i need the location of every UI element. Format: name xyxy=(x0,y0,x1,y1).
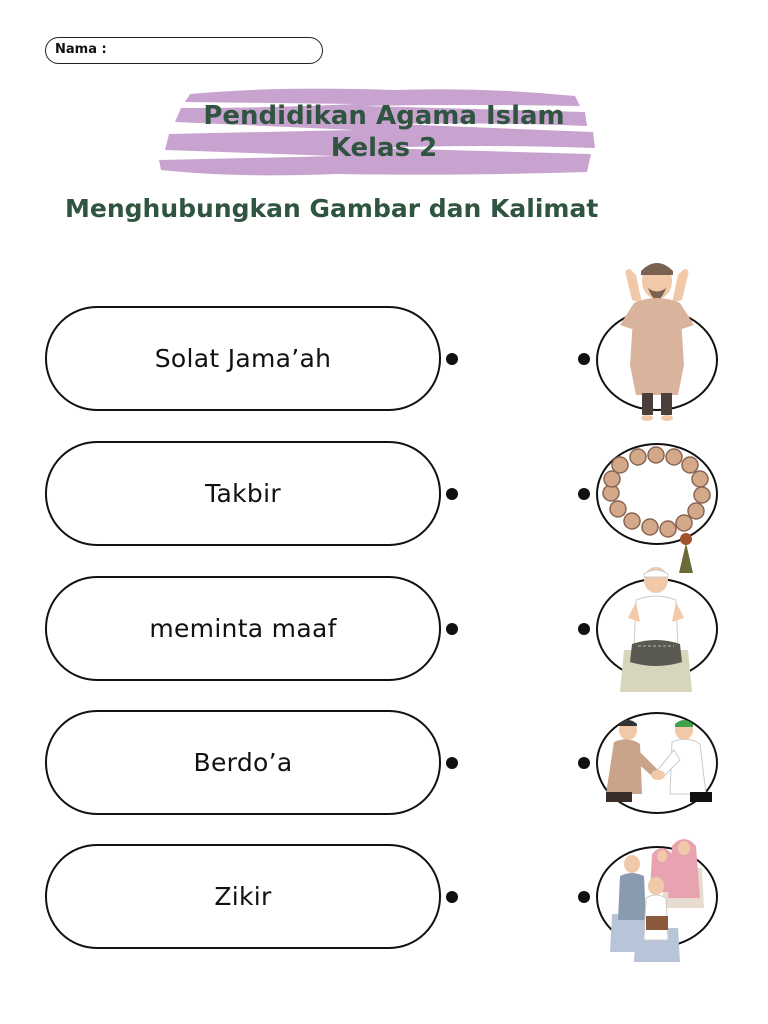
answer-box-3 xyxy=(45,576,441,681)
answer-label-3: meminta maaf xyxy=(149,614,337,643)
title-line-1: Pendidikan Agama Islam xyxy=(203,101,565,131)
right-connector-dot-3[interactable] xyxy=(578,623,590,635)
right-connector-dot-2[interactable] xyxy=(578,488,590,500)
left-connector-dot-4[interactable] xyxy=(446,757,458,769)
answer-label-2: Takbir xyxy=(205,479,281,508)
prayer-beads-tasbih-icon xyxy=(598,443,718,578)
answer-box-5 xyxy=(45,844,441,949)
instruction-heading: Menghubungkan Gambar dan Kalimat xyxy=(65,194,599,223)
answer-label-5: Zikir xyxy=(214,882,272,911)
right-connector-dot-4[interactable] xyxy=(578,757,590,769)
answer-label-4: Berdo’a xyxy=(193,748,293,777)
answer-label-1: Solat Jama’ah xyxy=(154,344,332,373)
page-title xyxy=(160,100,608,164)
title-line-2: Kelas 2 xyxy=(330,133,438,163)
name-field[interactable] xyxy=(45,37,323,64)
family-praying-together-icon xyxy=(606,828,706,964)
answer-box-1 xyxy=(45,306,441,411)
two-men-shaking-hands-icon xyxy=(598,716,718,804)
answer-box-4 xyxy=(45,710,441,815)
boy-praying-on-mat-icon xyxy=(618,566,694,694)
answer-box-2 xyxy=(45,441,441,546)
right-connector-dot-5[interactable] xyxy=(578,891,590,903)
man-raising-hands-takbir-icon xyxy=(612,255,702,425)
left-connector-dot-2[interactable] xyxy=(446,488,458,500)
left-connector-dot-3[interactable] xyxy=(446,623,458,635)
left-connector-dot-5[interactable] xyxy=(446,891,458,903)
name-label: Nama : xyxy=(55,42,107,57)
left-connector-dot-1[interactable] xyxy=(446,353,458,365)
right-connector-dot-1[interactable] xyxy=(578,353,590,365)
